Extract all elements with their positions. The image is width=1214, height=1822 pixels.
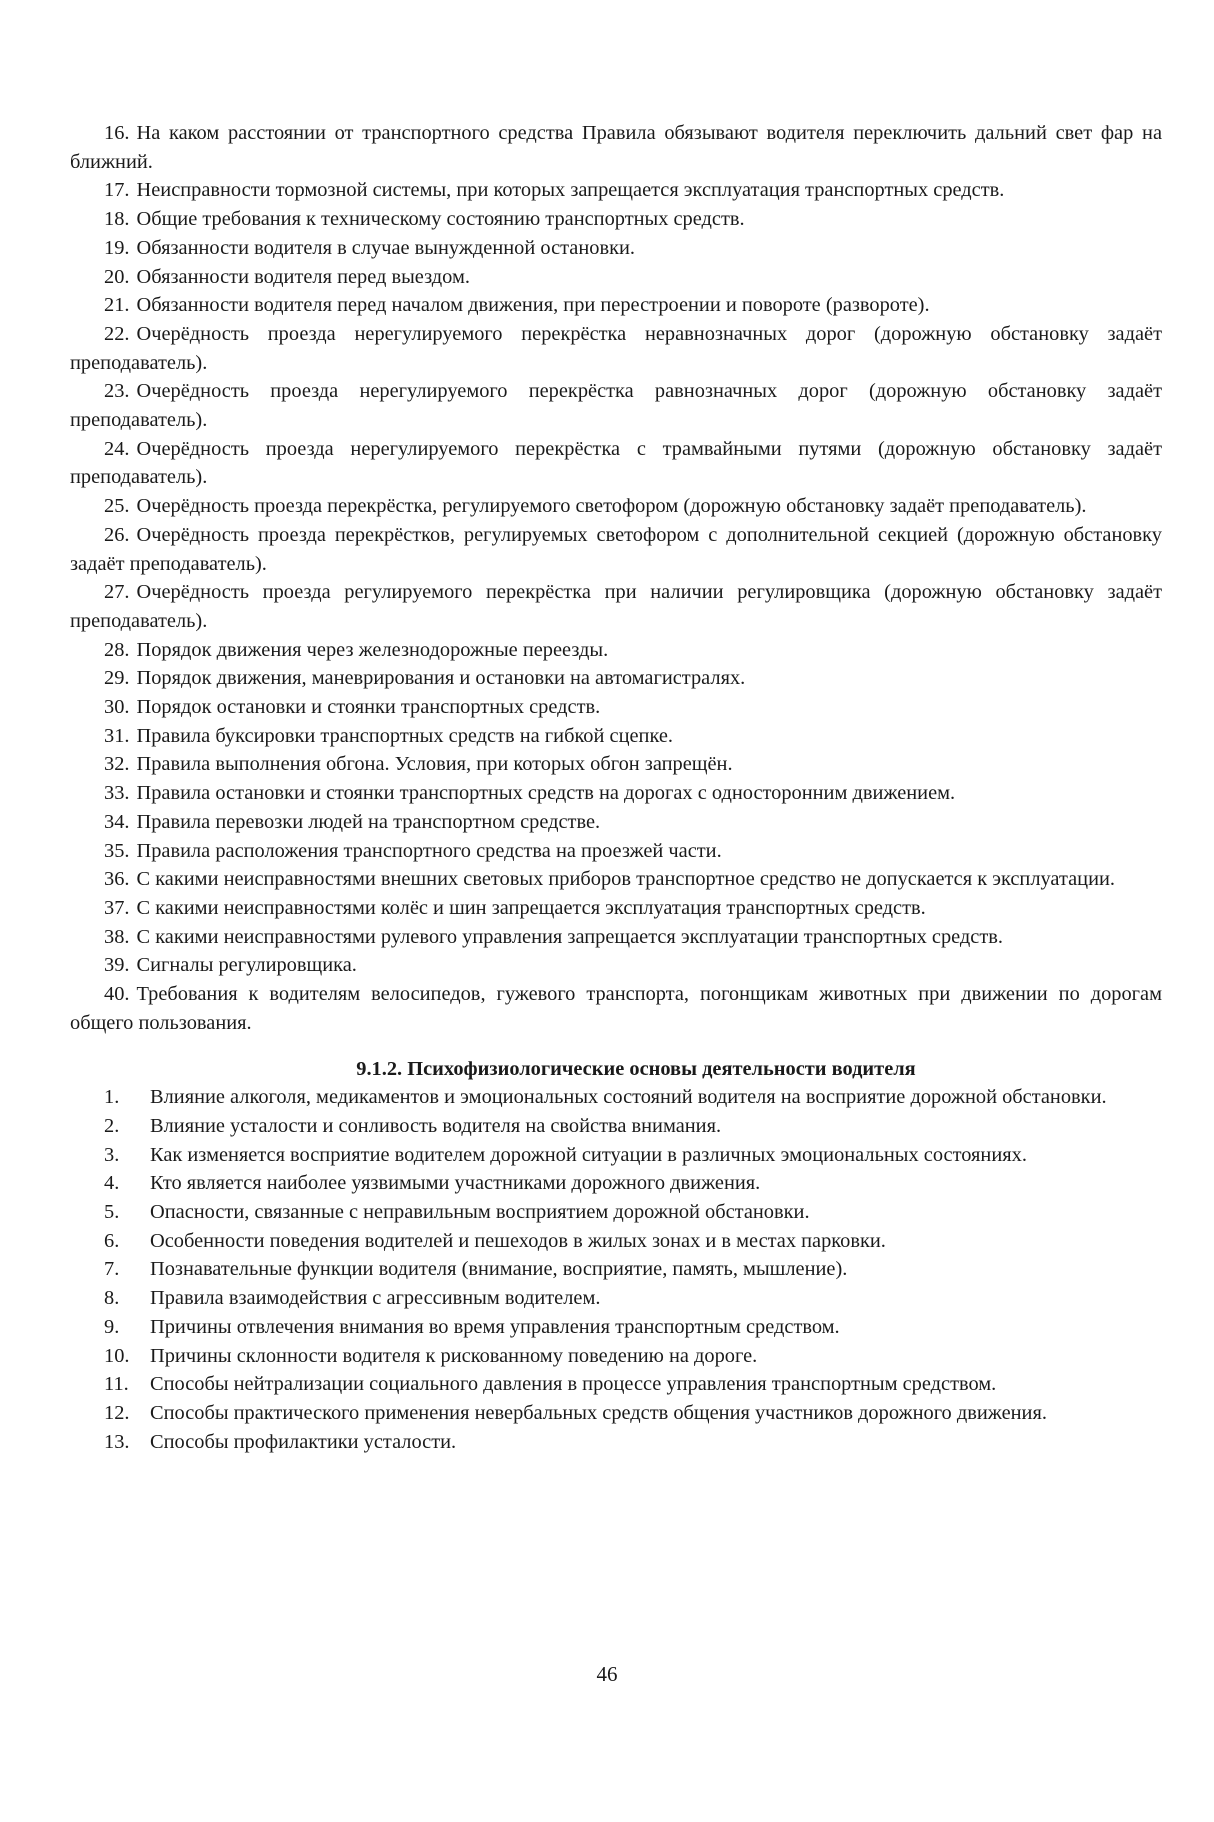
list-item bbox=[70, 176, 1162, 205]
list-item bbox=[70, 1428, 1162, 1457]
list-item bbox=[70, 951, 1162, 980]
list-item bbox=[70, 1370, 1162, 1399]
page-number: 46 bbox=[596, 1662, 618, 1686]
list-item-number: 22. bbox=[104, 322, 130, 345]
list-item bbox=[70, 779, 1162, 808]
list-item-number: 28. bbox=[104, 638, 130, 661]
list-item-text: С какими неисправностями колёс и шин запрещается эксплуатация транспортных средств. bbox=[136, 896, 926, 919]
list-item-number: 20. bbox=[104, 265, 130, 288]
list-item-number: 36. bbox=[104, 868, 130, 891]
list-item-text: Способы профилактики усталости. bbox=[150, 1430, 457, 1453]
list-item bbox=[70, 1083, 1162, 1112]
list-item bbox=[70, 1169, 1162, 1198]
list-item bbox=[70, 1313, 1162, 1342]
list-item-text: Правила перевозки людей на транспортном средстве. bbox=[136, 810, 601, 833]
list-item bbox=[70, 693, 1162, 722]
list-item-text: Познавательные функции водителя (внимание, восприятие, память, мышление). bbox=[150, 1258, 848, 1281]
list-item bbox=[70, 263, 1162, 292]
list-item-number: 29. bbox=[104, 667, 130, 690]
list-item-text: Очерёдность проезда регулируемого перекрёстка при наличии регулировщика (дорожную обстановку задаёт преподаватель). bbox=[70, 581, 1162, 632]
list-item bbox=[70, 119, 1162, 176]
list-item-text: Очерёдность проезда нерегулируемого перекрёстка с трамвайными путями (дорожную обстановку задаёт преподаватель). bbox=[70, 437, 1162, 489]
list-item bbox=[70, 377, 1162, 434]
list-item bbox=[70, 291, 1162, 320]
list-item-text: Правила расположения транспортного средства на проезжей части. bbox=[136, 839, 722, 862]
list-item-text: Очерёдность проезда нерегулируемого перекрёстка неравнозначных дорог (дорожную обстановку задаёт преподаватель). bbox=[70, 322, 1162, 374]
list-item bbox=[70, 865, 1162, 894]
list-item bbox=[70, 837, 1162, 866]
list-item-text: Особенности поведения водителей и пешеходов в жилых зонах и в местах парковки. bbox=[150, 1229, 886, 1252]
list-item bbox=[70, 750, 1162, 779]
list-item bbox=[70, 923, 1162, 952]
list-item-number: 13. bbox=[104, 1430, 130, 1453]
list-item bbox=[70, 664, 1162, 693]
list-item-text: Влияние усталости и сонливость водителя на свойства внимания. bbox=[150, 1114, 722, 1137]
list-item bbox=[70, 808, 1162, 837]
list-item bbox=[70, 980, 1162, 1037]
list-item bbox=[70, 435, 1162, 492]
list-item-text: Требования к водителям велосипедов, гужевого транспорта, погонщикам животных при движении по дорогам общего пользования. bbox=[70, 983, 1162, 1034]
list-item-number: 6. bbox=[104, 1229, 120, 1252]
list-item bbox=[70, 1284, 1162, 1313]
list-item-number: 35. bbox=[104, 839, 130, 862]
list-item bbox=[70, 722, 1162, 751]
list-item-number: 7. bbox=[104, 1258, 120, 1281]
list-item-text: Как изменяется восприятие водителем дорожной ситуации в различных эмоциональных состояниях. bbox=[150, 1143, 1027, 1166]
list-item-number: 2. bbox=[104, 1114, 120, 1137]
list-item bbox=[70, 1399, 1162, 1428]
list-item-number: 40. bbox=[104, 983, 130, 1006]
list-item-number: 32. bbox=[104, 753, 130, 776]
list-item bbox=[70, 1342, 1162, 1371]
list-item bbox=[70, 1255, 1162, 1284]
list-item-number: 38. bbox=[104, 925, 130, 948]
list-item-text: Влияние алкоголя, медикаментов и эмоциональных состояний водителя на восприятие дорожной обстановки. bbox=[150, 1086, 1107, 1109]
list-item-text: Обязанности водителя перед выездом. bbox=[136, 265, 470, 288]
list-item-text: Опасности, связанные с неправильным восприятием дорожной обстановки. bbox=[150, 1201, 810, 1224]
list-item-number: 39. bbox=[104, 954, 130, 977]
list-item-text: Причины отвлечения внимания во время управления транспортным средством. bbox=[150, 1315, 840, 1338]
list-item-number: 16. bbox=[104, 122, 130, 144]
list-item-text: С какими неисправностями внешних световых приборов транспортное средство не допускается к эксплуатации. bbox=[136, 868, 1115, 891]
question-list-traffic-rules bbox=[70, 119, 1162, 1038]
list-item bbox=[70, 320, 1162, 377]
list-item-text: Правила остановки и стоянки транспортных средств на дорогах с односторонним движением. bbox=[136, 782, 956, 805]
list-item bbox=[70, 578, 1162, 635]
list-item-number: 1. bbox=[104, 1086, 120, 1109]
list-item-number: 30. bbox=[104, 696, 130, 719]
list-item-text: Очерёдность проезда перекрёстков, регулируемых светофором с дополнительной секцией (дорожную обстановку задаёт преподаватель). bbox=[70, 523, 1162, 575]
list-item-number: 5. bbox=[104, 1201, 120, 1224]
list-item-text: Общие требования к техническому состоянию транспортных средств. bbox=[136, 208, 745, 231]
list-item-number: 25. bbox=[104, 495, 130, 518]
list-item bbox=[70, 1112, 1162, 1141]
list-item-text: С какими неисправностями рулевого управления запрещается эксплуатации транспортных средств. bbox=[136, 925, 1003, 948]
list-item bbox=[70, 205, 1162, 234]
list-item-number: 12. bbox=[104, 1401, 130, 1424]
list-item-number: 10. bbox=[104, 1344, 130, 1367]
list-item bbox=[70, 636, 1162, 665]
list-item-text: Сигналы регулировщика. bbox=[136, 954, 357, 977]
list-item bbox=[70, 1141, 1162, 1170]
list-item-text: Неисправности тормозной системы, при которых запрещается эксплуатация транспортных средств. bbox=[136, 179, 1005, 202]
list-item bbox=[70, 1227, 1162, 1256]
document-page bbox=[70, 119, 1162, 1456]
list-item-text: Правила выполнения обгона. Условия, при которых обгон запрещён. bbox=[136, 753, 733, 776]
list-item-number: 11. bbox=[104, 1373, 129, 1396]
list-item-text: Обязанности водителя перед началом движения, при перестроении и повороте (развороте). bbox=[136, 294, 930, 317]
list-item-number: 23. bbox=[104, 380, 130, 403]
list-item bbox=[70, 894, 1162, 923]
list-item bbox=[70, 234, 1162, 263]
list-item-number: 19. bbox=[104, 236, 130, 259]
list-item-number: 31. bbox=[104, 724, 130, 747]
list-item-text: Правила буксировки транспортных средств на гибкой сцепке. bbox=[136, 724, 673, 747]
list-item-text: Порядок движения через железнодорожные переезды. bbox=[136, 638, 609, 661]
list-item bbox=[70, 521, 1162, 578]
list-item-text: Способы практического применения невербальных средств общения участников дорожного движения. bbox=[150, 1401, 1047, 1424]
list-item-number: 21. bbox=[104, 294, 130, 317]
list-item-text: Очерёдность проезда нерегулируемого перекрёстка равнозначных дорог (дорожную обстановку задаёт преподаватель). bbox=[70, 380, 1162, 432]
list-item-text: Кто является наиболее уязвимыми участниками дорожного движения. bbox=[150, 1172, 761, 1195]
list-item-number: 26. bbox=[104, 523, 130, 546]
list-item-text: На каком расстоянии от транспортного средства Правила обязывают водителя переключить дальний свет фар на ближний. bbox=[70, 122, 1162, 173]
list-item-number: 33. bbox=[104, 782, 130, 805]
list-item-text: Причины склонности водителя к рискованному поведению на дороге. bbox=[150, 1344, 758, 1367]
list-item-number: 8. bbox=[104, 1287, 120, 1310]
question-list-psychophysiology bbox=[70, 1083, 1162, 1456]
list-item-text: Правила взаимодействия с агрессивным водителем. bbox=[150, 1287, 601, 1310]
list-item-number: 24. bbox=[104, 437, 130, 460]
list-item-text: Очерёдность проезда перекрёстка, регулируемого светофором (дорожную обстановку задаёт преподаватель). bbox=[136, 495, 1087, 518]
list-item bbox=[70, 492, 1162, 521]
list-item-number: 34. bbox=[104, 810, 130, 833]
list-item-number: 4. bbox=[104, 1172, 120, 1195]
list-item-number: 17. bbox=[104, 179, 130, 202]
list-item-text: Порядок остановки и стоянки транспортных средств. bbox=[136, 696, 601, 719]
list-item-number: 27. bbox=[104, 581, 130, 604]
section-heading: 9.1.2. Психофизиологические основы деятельности водителя bbox=[356, 1057, 916, 1080]
list-item-number: 18. bbox=[104, 208, 130, 231]
list-item bbox=[70, 1198, 1162, 1227]
list-item-text: Способы нейтрализации социального давления в процессе управления транспортным средством. bbox=[150, 1373, 997, 1396]
list-item-text: Обязанности водителя в случае вынужденной остановки. bbox=[136, 236, 635, 259]
list-item-text: Порядок движения, маневрирования и остановки на автомагистралях. bbox=[136, 667, 746, 690]
list-item-number: 3. bbox=[104, 1143, 120, 1166]
list-item-number: 9. bbox=[104, 1315, 120, 1338]
list-item-number: 37. bbox=[104, 896, 130, 919]
